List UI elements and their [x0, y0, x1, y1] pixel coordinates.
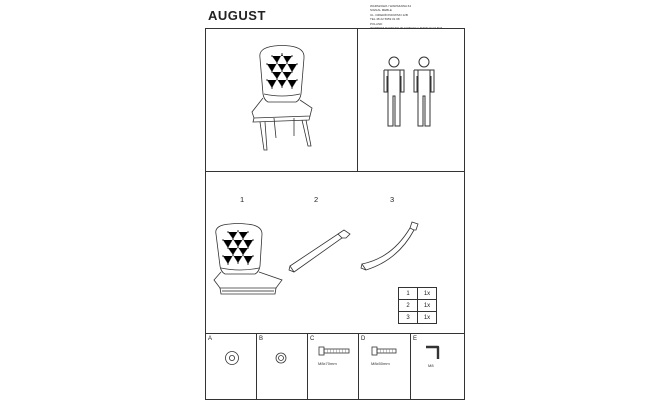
- divider: [358, 333, 359, 400]
- part-number: 3: [399, 312, 418, 324]
- table-row: [399, 312, 437, 324]
- allen-key-spec: M8: [428, 363, 434, 368]
- manufacturer-line: WARSZAWA / WARSZAWA 64: [370, 4, 412, 8]
- manufacturer-line: TEL 48 22 5959 01 08: [370, 17, 400, 22]
- washer-icon: [274, 351, 288, 365]
- divider: [205, 333, 465, 334]
- quantity-table: [398, 287, 437, 324]
- part-number: 2: [399, 300, 418, 312]
- chair-icon: [238, 42, 328, 157]
- divider: [357, 28, 358, 171]
- divider: [307, 333, 308, 400]
- divider: [256, 333, 257, 400]
- part-quantity: 1x: [418, 288, 437, 300]
- manufacturer-info: [370, 4, 490, 30]
- hardware-label: C: [310, 336, 315, 342]
- part-number: 1: [399, 288, 418, 300]
- manufacturer-line: POLAND: [370, 21, 383, 26]
- chair-icon: [212, 222, 284, 298]
- table-row: [399, 288, 437, 300]
- bolt-icon: [318, 346, 350, 356]
- allen-key-icon: [424, 345, 442, 361]
- part-quantity: 1x: [418, 300, 437, 312]
- manufacturer-line: WYPRODUKOWANO W CHINACH / MADE IN CHINA: [370, 26, 443, 31]
- hardware-label: E: [413, 336, 418, 342]
- step-label: 2: [314, 195, 319, 204]
- manufacturer-line: SIGNAL MEBLE: [370, 8, 392, 13]
- manufacturer-line: UL. DZIERŻONIOWSKI 12B: [370, 12, 408, 17]
- leg-icon: [288, 228, 354, 276]
- leg-icon: [358, 220, 422, 274]
- bolt-icon: [371, 346, 397, 356]
- part-quantity: 1x: [418, 312, 437, 324]
- document-title: AUGUST: [208, 8, 266, 23]
- table-row: [399, 300, 437, 312]
- divider: [205, 171, 465, 172]
- step-label: 1: [240, 195, 245, 204]
- two-person-icon: [380, 56, 440, 128]
- divider: [410, 333, 411, 400]
- hardware-label: B: [259, 336, 264, 342]
- bolt-spec: M8x70mm: [318, 361, 337, 366]
- hardware-label: A: [208, 336, 213, 342]
- bolt-spec: M8x50mm: [371, 361, 390, 366]
- washer-icon: [224, 350, 240, 366]
- step-label: 3: [390, 195, 395, 204]
- hardware-label: D: [361, 336, 366, 342]
